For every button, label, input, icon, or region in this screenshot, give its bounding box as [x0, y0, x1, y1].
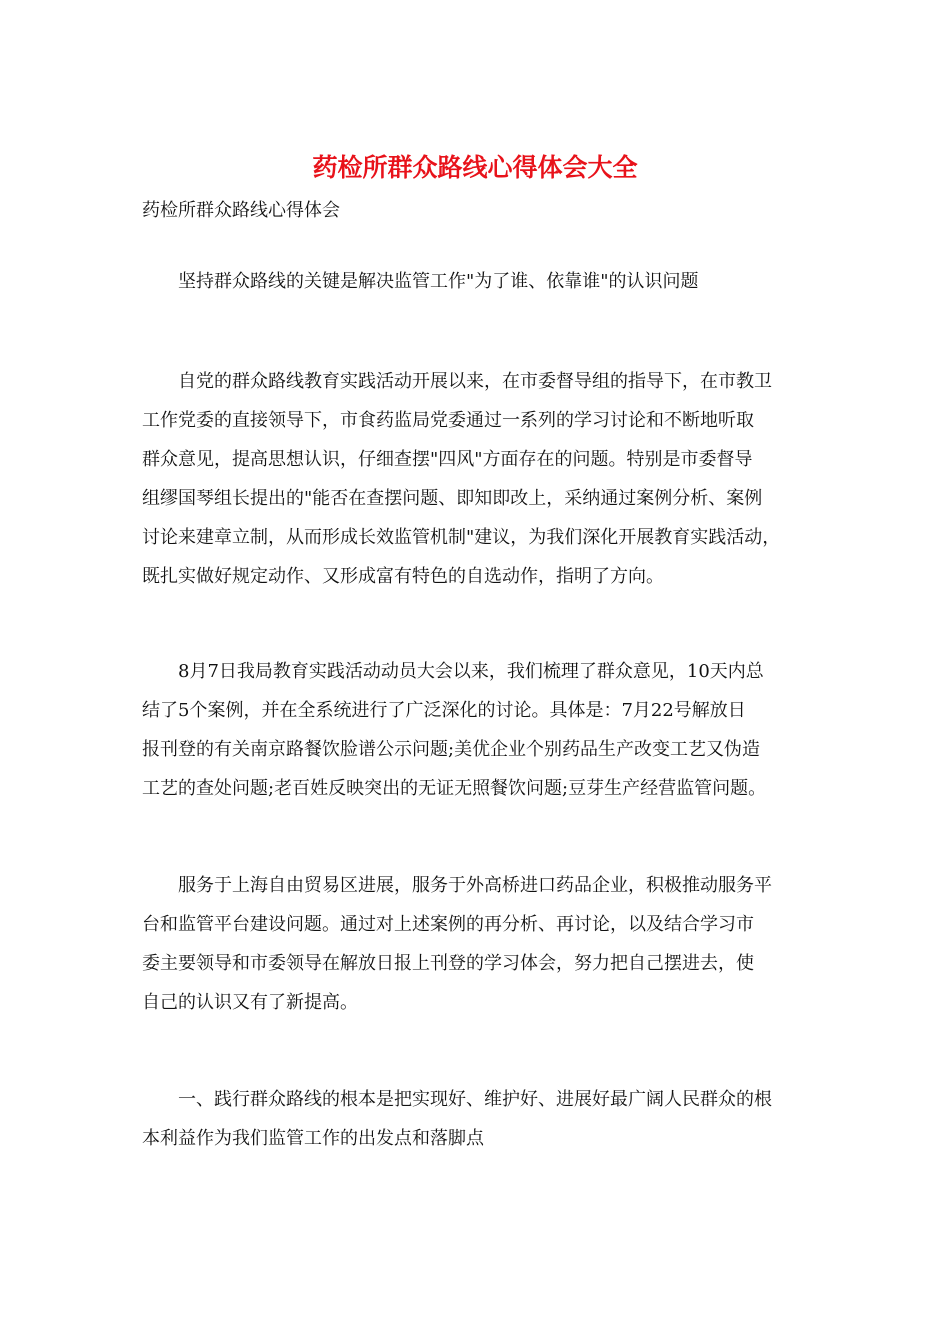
paragraph-line: 本利益作为我们监管工作的出发点和落脚点 [142, 1128, 484, 1149]
paragraph-line: 群众意见，提高思想认识，仔细查摆"四风"方面存在的问题。特别是市委督导 [142, 449, 753, 470]
paragraph-4 [142, 866, 832, 1022]
paragraph-line: 台和监管平台建设问题。通过对上述案例的再分析、再讨论，以及结合学习市 [142, 914, 754, 935]
paragraph-line: 既扎实做好规定动作、又形成富有特色的自选动作，指明了方向。 [142, 566, 664, 587]
paragraph-3 [142, 652, 832, 808]
paragraph-2 [142, 362, 832, 596]
paragraph-line: 组缪国琴组长提出的"能否在查摆问题、即知即改上，采纳通过案例分析、案例 [142, 488, 763, 509]
paragraph-5 [142, 1080, 832, 1158]
paragraph-1 [142, 262, 832, 301]
paragraph-line: 报刊登的有关南京路餐饮脸谱公示问题;美优企业个别药品生产改变工艺又伪造 [142, 739, 761, 760]
paragraph-line: 讨论来建章立制，从而形成长效监管机制"建议，为我们深化开展教育实践活动， [142, 527, 781, 548]
paragraph-line: 自党的群众路线教育实践活动开展以来，在市委督导组的指导下，在市教卫 [178, 371, 772, 392]
paragraph-line: 结了5个案例，并在全系统进行了广泛深化的讨论。具体是：7月22号解放日 [142, 700, 746, 721]
paragraph-line: 工作党委的直接领导下，市食药监局党委通过一系列的学习讨论和不断地听取 [142, 410, 754, 431]
document-title: 药检所群众路线心得体会大全 [312, 153, 638, 182]
paragraph-line: 工艺的查处问题;老百姓反映突出的无证无照餐饮问题;豆芽生产经营监管问题。 [142, 778, 767, 799]
document-subtitle: 药检所群众路线心得体会 [142, 200, 340, 221]
paragraph-line: 自己的认识又有了新提高。 [142, 992, 358, 1013]
paragraph-line: 服务于上海自由贸易区进展，服务于外高桥进口药品企业，积极推动服务平 [178, 875, 772, 896]
paragraph-line: 8月7日我局教育实践活动动员大会以来，我们梳理了群众意见，10天内总 [178, 661, 764, 682]
paragraph-line: 一、践行群众路线的根本是把实现好、维护好、进展好最广阔人民群众的根 [178, 1089, 772, 1110]
paragraph-line: 坚持群众路线的关键是解决监管工作"为了谁、依靠谁"的认识问题 [178, 271, 699, 292]
paragraph-line: 委主要领导和市委领导在解放日报上刊登的学习体会，努力把自己摆进去，使 [142, 953, 754, 974]
